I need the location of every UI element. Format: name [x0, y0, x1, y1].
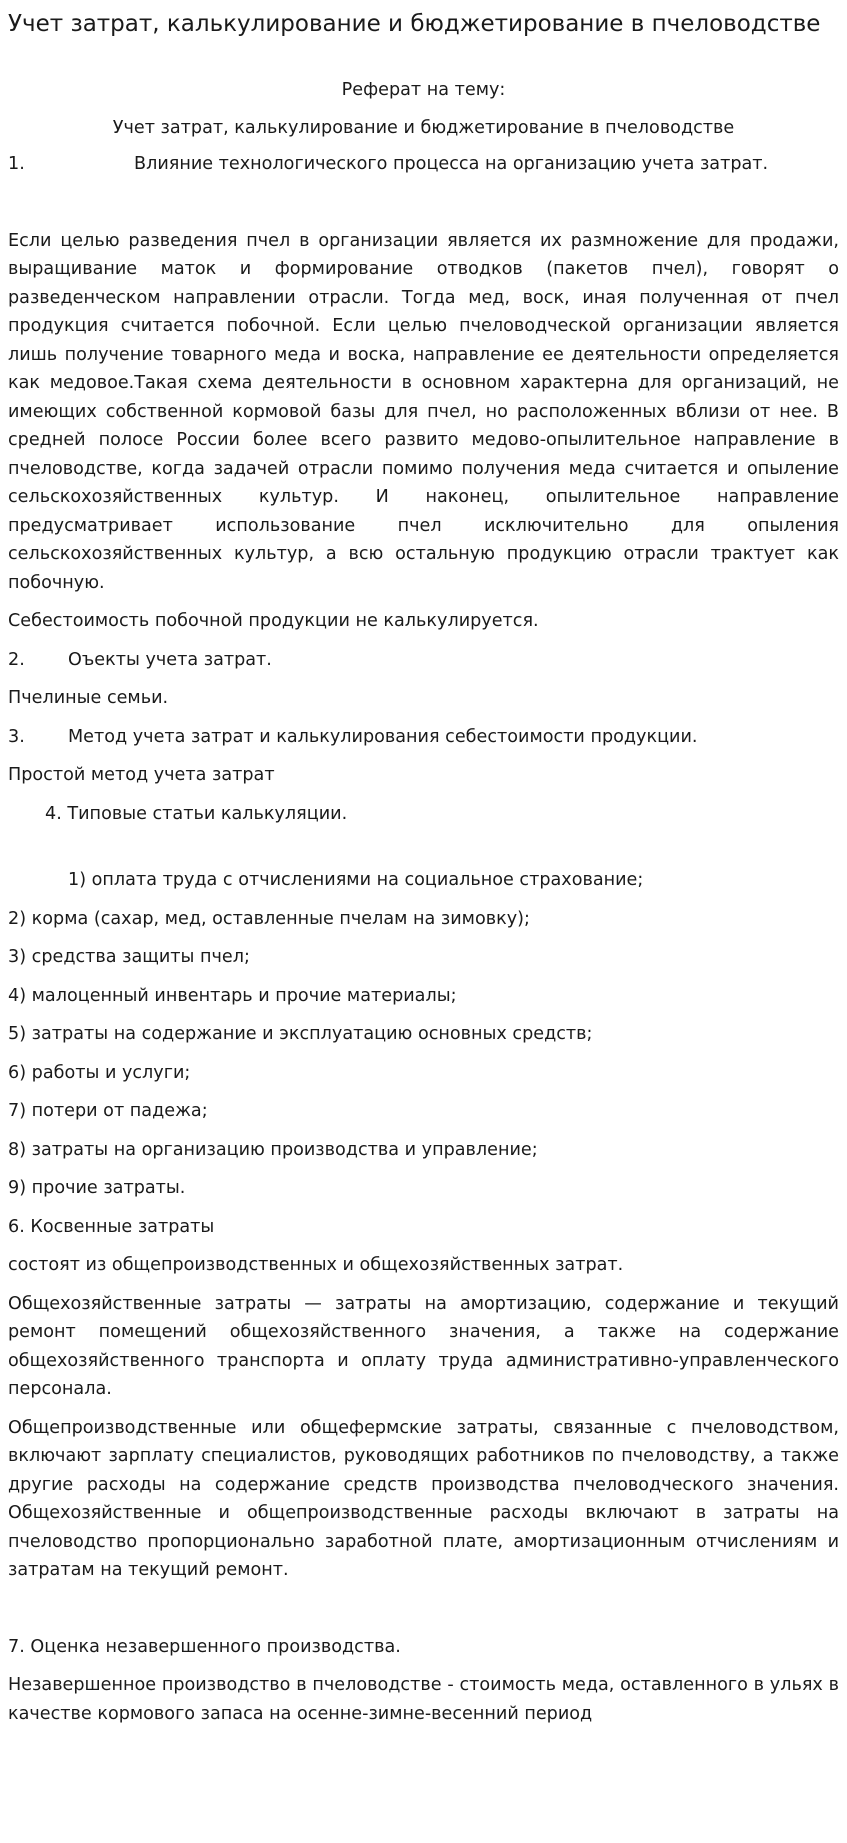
- paragraph-general-costs: Общехозяйственные затраты — затраты на амортизацию, содержание и текущий ремонт помещений общехозяйственного значения, а также на содержание общехозяйственного транспорта и оплату труда административно-управленческого персонала.: [8, 1293, 839, 1399]
- subtitle-topic: Учет затрат, калькулирование и бюджетирование в пчеловодстве: [112, 117, 735, 138]
- cost-item: 9) прочие затраты.: [8, 1178, 186, 1198]
- subtitle-label: Реферат на тему:: [341, 80, 506, 100]
- section-3-number: 3.: [8, 726, 25, 747]
- document-page: [0, 10, 847, 1728]
- section-3-heading: [8, 723, 839, 752]
- section-3-title: Метод учета затрат и калькулирования себестоимости продукции.: [68, 726, 698, 747]
- cost-item: 6) работы и услуги;: [8, 1062, 191, 1083]
- section-2-heading: [8, 646, 839, 675]
- section-1-number: 1.: [8, 154, 25, 174]
- paragraph-wip: Незавершенное производство в пчеловодстве - стоимость меда, оставленного в ульях в качестве кормового запаса на осенне-зимне-весенний период: [8, 1675, 839, 1724]
- section-7-heading: 7. Оценка незавершенного производства.: [8, 1636, 401, 1657]
- cost-item: 2) корма (сахар, мед, оставленные пчелам на зимовку);: [8, 908, 530, 929]
- cost-item: 4) малоценный инвентарь и прочие материалы;: [8, 985, 457, 1006]
- section-2-title: Оъекты учета затрат.: [68, 649, 272, 670]
- cost-item: 3) средства защиты пчел;: [8, 947, 250, 967]
- paragraph-production-costs: Общепроизводственные или общефермские затраты, связанные с пчеловодством, включают зарплату специалистов, руководящих работников по пчеловодству, а также другие расходы на содержание средств производства пчеловодческого значения. Общехозяйственные и общепроизводственные расходы включают в затраты на пчеловодство пропорционально заработной плате, амортизационным отчислениям и затратам на текущий ремонт.: [8, 1417, 839, 1580]
- cost-item: 8) затраты на организацию производства и управление;: [8, 1139, 538, 1160]
- page-title: Учет затрат, калькулирование и бюджетирование в пчеловодстве: [8, 11, 821, 37]
- section-4-heading: 4. Типовые статьи калькуляции.: [45, 803, 348, 824]
- cost-item: 7) потери от падежа;: [8, 1101, 208, 1121]
- section-1-title: Влияние технологического процесса на организацию учета затрат.: [134, 154, 769, 174]
- section-6-text: состоят из общепроизводственных и общехозяйственных затрат.: [8, 1255, 624, 1275]
- section-1-heading: [8, 150, 839, 179]
- paragraph-byproduct: Себестоимость побочной продукции не калькулируется.: [8, 611, 539, 631]
- section-2-text: Пчелиные семьи.: [8, 688, 169, 708]
- paragraph-directions: Если целью разведения пчел в организации является их размножение для продажи, выращивание маток и формирование отводков (пакетов пчел), говорят о разведенческом направлении отрасли. Тогда мед, воск, иная полученная от пчел продукция считается побочной. Если целью пчеловодческой организации является лишь получение товарного меда и воска, направление ее деятельности определяется как медовое.Такая схема деятельности в основном характерна для организаций, не имеющих собственной кормовой базы для пчел, но расположенных вблизи от нее. В средней полосе России более всего развито медово-опылительное направление в пчеловодстве, когда задачей отрасли помимо получения меда считается и опыление сельскохозяйственных культур. И наконец, опылительное направление предусматривает использование пчел исключительно для опыления сельскохозяйственных культур, а всю остальную продукцию отрасли трактует как побочную.: [8, 230, 839, 593]
- section-6-heading: 6. Косвенные затраты: [8, 1216, 215, 1237]
- section-2-number: 2.: [8, 649, 25, 670]
- cost-item: 5) затраты на содержание и эксплуатацию основных средств;: [8, 1024, 593, 1044]
- cost-item: 1) оплата труда с отчислениями на социальное страхование;: [68, 870, 644, 890]
- section-3-text: Простой метод учета затрат: [8, 765, 275, 785]
